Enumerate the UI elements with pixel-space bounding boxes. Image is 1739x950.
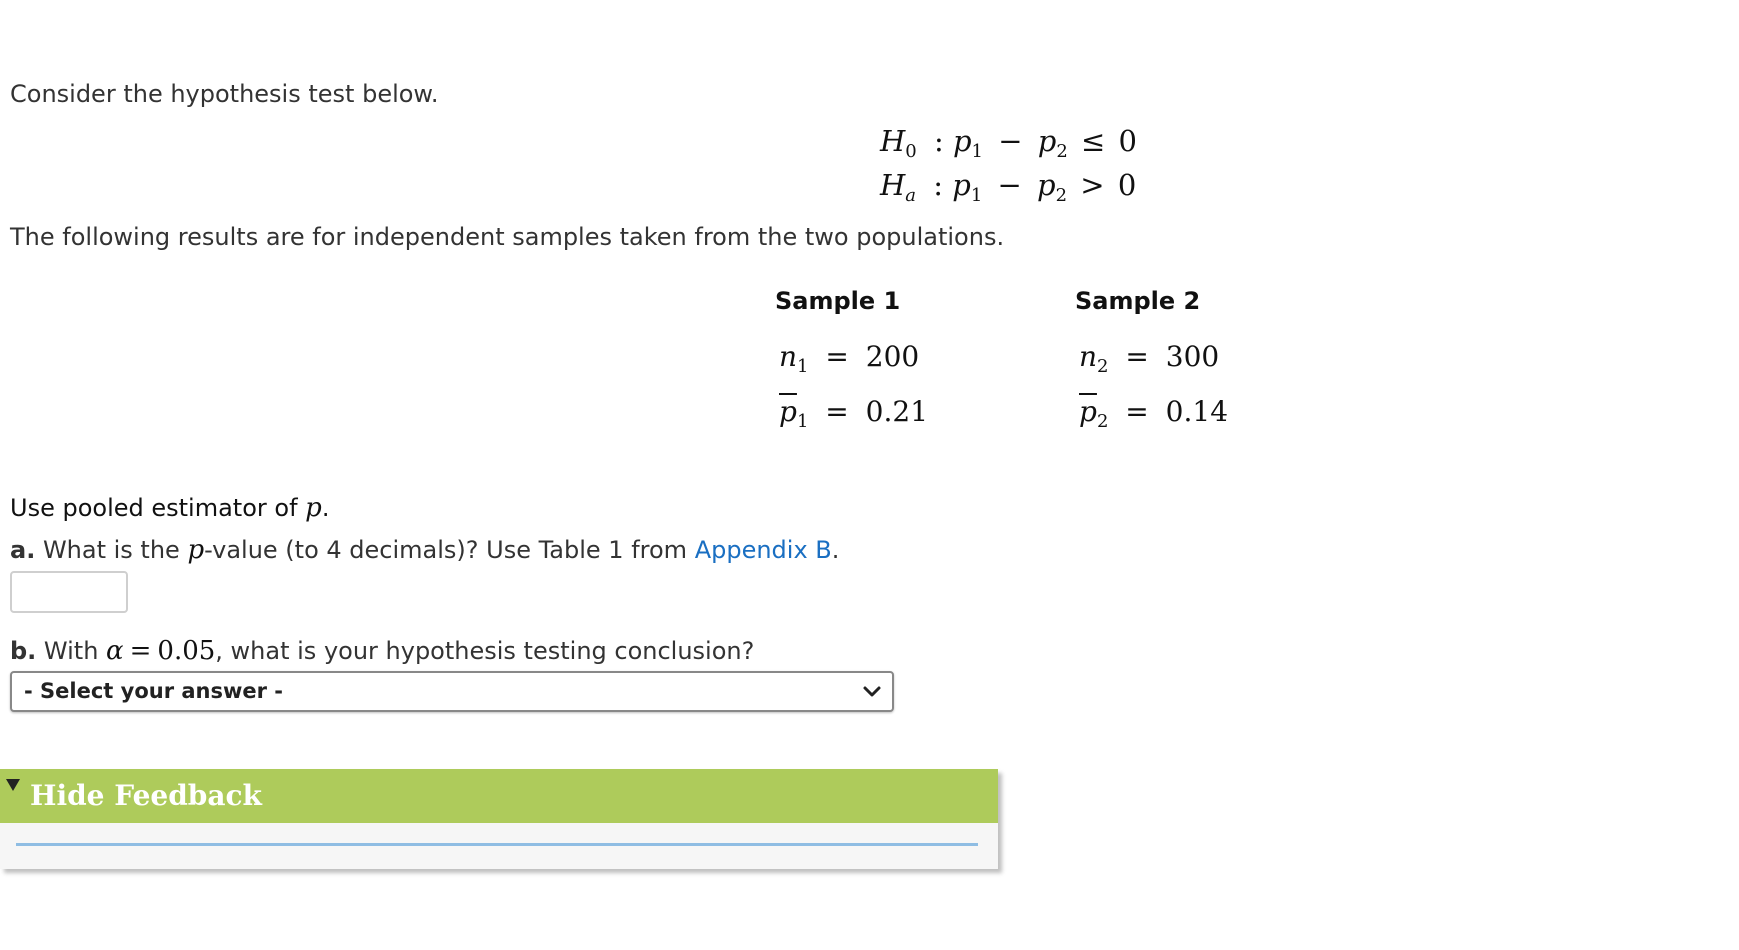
sample-2-proportion: $\overline{p}_2 = 0.14$: [1079, 395, 1229, 432]
null-hypothesis: $H_0$ : $p_1 - p_2 \le 0$: [880, 124, 1137, 162]
sample-1-size: $n_1 = 200$: [779, 340, 920, 377]
sample-1-header: Sample 1: [775, 287, 901, 315]
p-value-input[interactable]: [10, 571, 128, 613]
feedback-header[interactable]: [0, 769, 998, 823]
question-b: b. With α = 0.05, what is your hypothesis testing conclusion?: [10, 636, 755, 666]
triangle-down-icon[interactable]: [5, 777, 21, 797]
chevron-down-icon: [862, 682, 882, 706]
sample-1-proportion: $\overline{p}_1 = 0.21$: [779, 395, 929, 432]
feedback-divider: [16, 843, 978, 846]
hide-feedback-title[interactable]: Hide Feedback: [30, 779, 262, 812]
conclusion-select[interactable]: [10, 671, 894, 712]
intro-text: Consider the hypothesis test below.: [10, 80, 439, 108]
question-a: a. What is the p-value (to 4 decimals)? Use Table 1 from Appendix B.: [10, 535, 840, 565]
samples-intro-text: The following results are for independent samples taken from the two populations.: [10, 223, 1005, 251]
sample-2-header: Sample 2: [1075, 287, 1201, 315]
feedback-panel: [0, 769, 998, 869]
conclusion-select-value: - Select your answer -: [24, 679, 284, 703]
pooled-estimator-note: Use pooled estimator of p.: [10, 493, 330, 523]
appendix-b-link[interactable]: Appendix B: [694, 536, 832, 564]
alternative-hypothesis: $H_a$ : $p_1 - p_2 > 0$: [880, 168, 1137, 206]
sample-2-size: $n_2 = 300$: [1079, 340, 1220, 377]
